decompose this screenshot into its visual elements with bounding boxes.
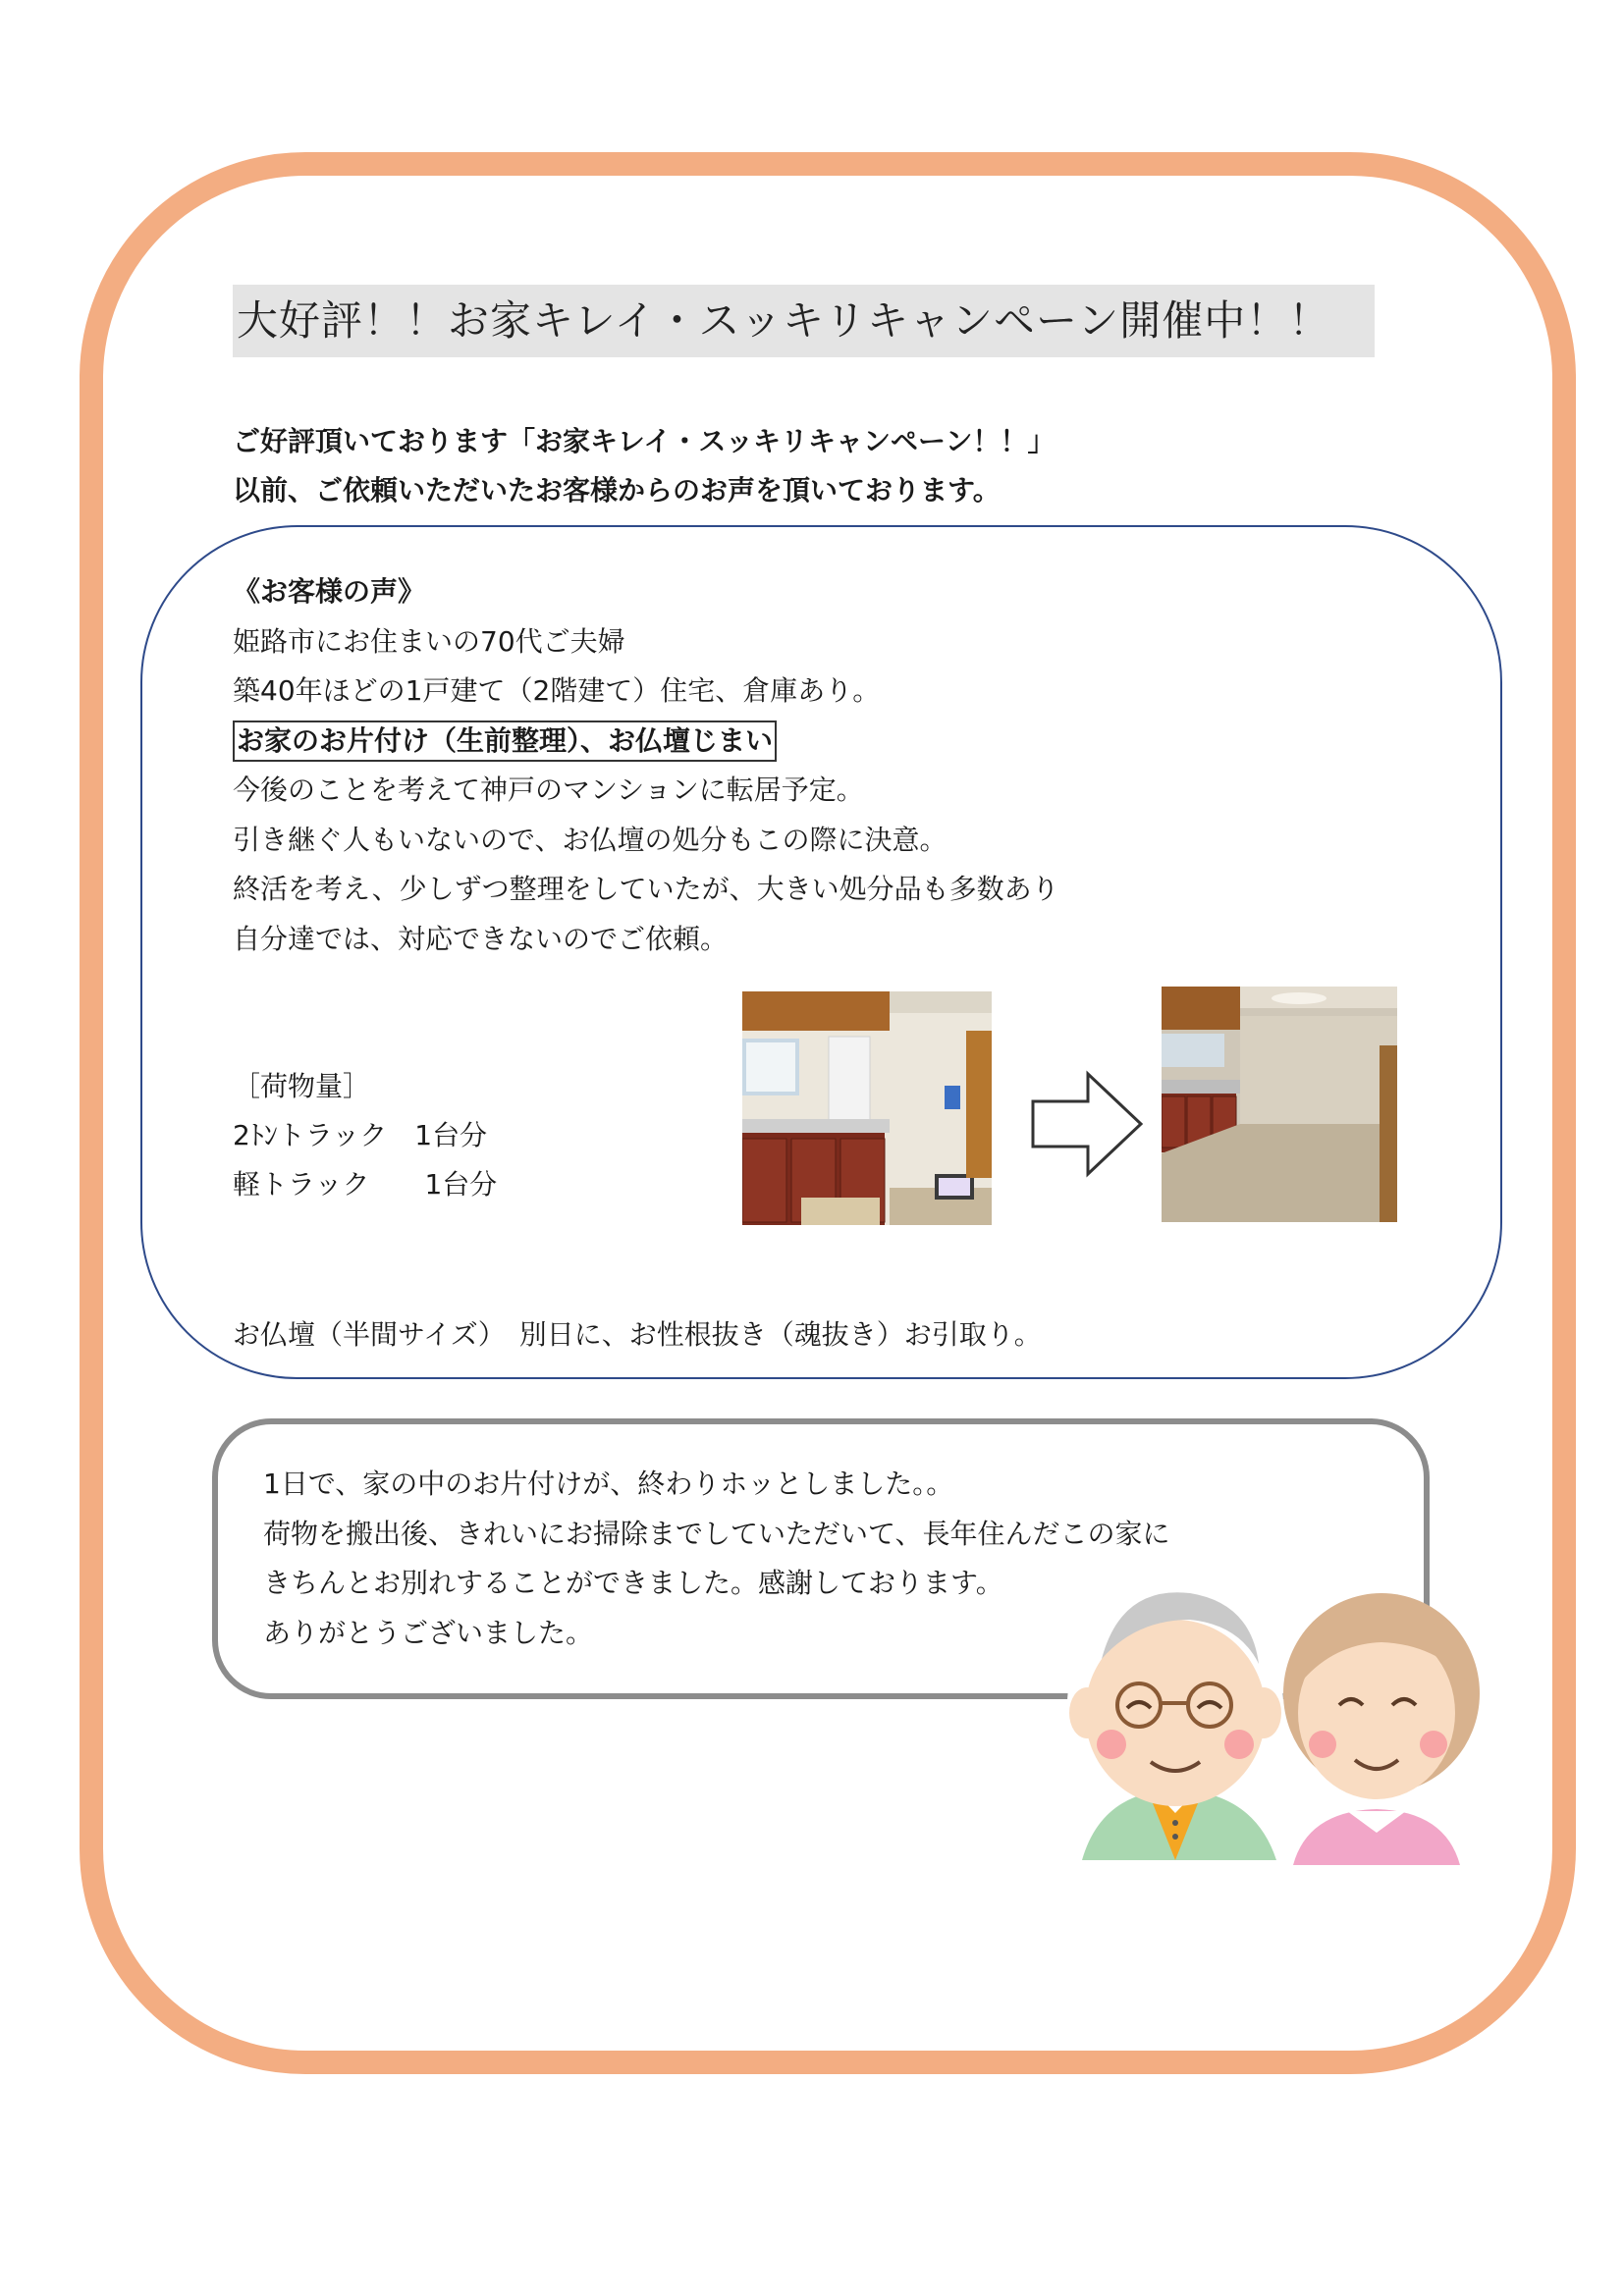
customer-voice — [233, 567, 1059, 964]
voice-line-1: 今後のことを考えて神戸のマンションに転居予定。 — [233, 774, 864, 806]
voice-line-3: 終活を考え、少しずつ整理をしていたが、大きい処分品も多数あり — [233, 873, 1059, 905]
before-photo — [742, 991, 992, 1225]
voice-service: お家のお片付け（生前整理）、お仏壇じまい — [233, 721, 777, 762]
cargo-label: ［荷物量］ — [233, 1070, 371, 1102]
cargo-truck-2t: 2ﾄﾝトラック 1台分 — [233, 1119, 488, 1151]
comment-line-3: きちんとお別れすることができました。感謝しております。 — [263, 1567, 1003, 1599]
cargo-light-truck: 軽トラック 1台分 — [233, 1168, 498, 1201]
voice-house: 築40年ほどの1戸建て（2階建て）住宅、倉庫あり。 — [233, 674, 881, 707]
cargo-volume — [233, 1062, 497, 1209]
kitchen-before-image — [742, 991, 992, 1225]
comment-line-2: 荷物を搬出後、きれいにお掃除までしていただいて、長年住んだこの家に — [263, 1517, 1170, 1550]
elderly-couple-illustration — [1043, 1566, 1494, 1899]
voice-customer: 姫路市にお住まいの70代ご夫婦 — [233, 624, 625, 658]
intro-line-2: 以前、ご依頼いただいたお客様からのお声を頂いております。 — [233, 474, 1001, 507]
voice-line-2: 引き継ぐ人もいないので、お仏壇の処分もこの際に決意。 — [233, 823, 947, 856]
voice-heading: 《お客様の声》 — [233, 575, 426, 608]
intro — [233, 417, 1055, 515]
comment-line-4: ありがとうございました。 — [263, 1616, 594, 1649]
page-title: 大好評！！お家キレイ・スッキリキャンペーン開催中！！ — [233, 285, 1375, 357]
right-arrow-icon — [1029, 1070, 1145, 1178]
intro-line-1: ご好評頂いております「お家キレイ・スッキリキャンペーン！！」 — [233, 425, 1056, 457]
after-photo — [1162, 987, 1397, 1222]
customer-comment — [263, 1460, 1169, 1658]
voice-line-4: 自分達では、対応できないのでご依頼。 — [233, 922, 729, 955]
butsudan-note: お仏壇（半間サイズ） 別日に、お性根抜き（魂抜き）お引取り。 — [233, 1318, 1042, 1351]
comment-line-1: 1日で、家の中のお片付けが、終わりホッとしました。。 — [263, 1468, 954, 1500]
kitchen-after-image — [1162, 987, 1397, 1222]
